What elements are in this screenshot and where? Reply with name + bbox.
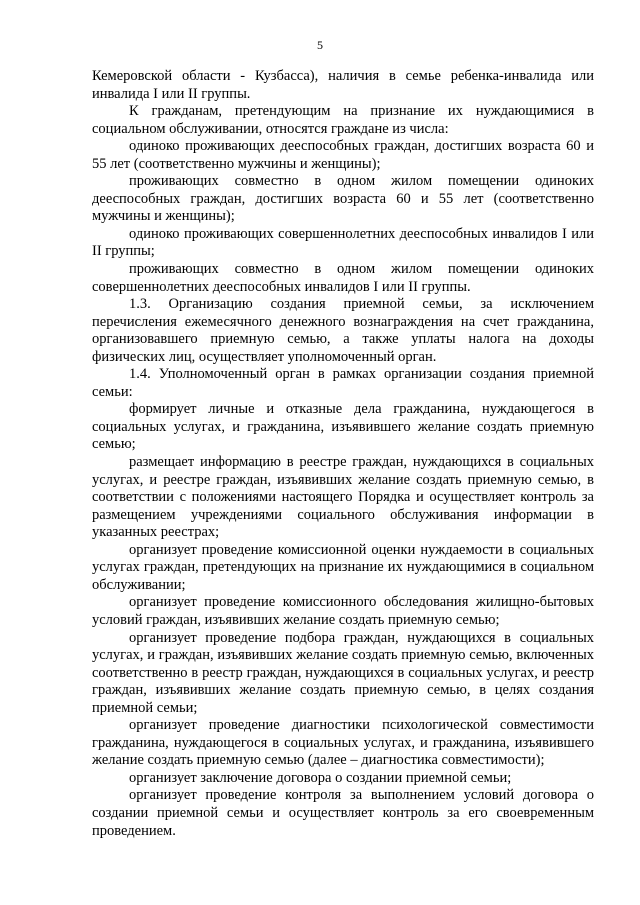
- list-item: проживающих совместно в одном жилом помещении одиноких дееспособных граждан, достигших возраста 60 и 55 лет (соответственно мужчины и женщины);: [92, 173, 594, 225]
- paragraph: Кемеровской области - Кузбасса), наличия в семье ребенка-инвалида или инвалида I или II группы.: [92, 68, 594, 102]
- list-item: организует заключение договора о создании приемной семьи;: [129, 769, 512, 786]
- list-item: организует проведение комиссионного обследования жилищно-бытовых условий граждан, изъявивших желание создать приемную семью;: [92, 594, 594, 628]
- list-item: организует проведение диагностики психологической совместимости гражданина, нуждающегося в социальных услугах, и гражданина, изъявившего желание создать приемную семью (далее – диагностика совместимости);: [92, 717, 594, 769]
- list-item: формирует личные и отказные дела гражданина, нуждающегося в социальных услугах, и гражданина, изъявившего желание создать приемную семью;: [92, 401, 594, 453]
- paragraph: К гражданам, претендующим на признание их нуждающимися в социальном обслуживании, относятся граждане из числа:: [92, 103, 594, 137]
- list-item: организует проведение контроля за выполнением условий договора о создании приемной семьи и осуществляет контроль за его своевременным проведением.: [92, 787, 594, 839]
- list-item: одиноко проживающих совершеннолетних дееспособных инвалидов I или II группы;: [92, 225, 594, 260]
- clause-1-4: 1.4. Уполномоченный орган в рамках организации создания приемной семьи:: [92, 366, 594, 400]
- document-body: [92, 68, 594, 840]
- clause-1-3: 1.3. Организацию создания приемной семьи, за исключением перечисления ежемесячного денежного вознаграждения на счет гражданина, организовавшего приемную семью, а также уплаты налога на доходы физических лиц, осуществляет уполномоченный орган.: [92, 296, 594, 365]
- page-number: 5: [317, 38, 323, 52]
- list-item: организует проведение комиссионной оценки нуждаемости в социальных услугах граждан, претендующих на признание их нуждающимися в социальном обслуживании;: [92, 541, 594, 593]
- list-item: организует проведение подбора граждан, нуждающихся в социальных услугах, и граждан, изъявивших желание создать приемную семью, включенных соответственно в реестр граждан, нуждающихся в социальных услугах, и реестр граждан, изъявивших желание создать приемную семью, в целях создания приемной семьи;: [92, 629, 594, 716]
- list-item: проживающих совместно в одном жилом помещении одиноких совершеннолетних дееспособных инвалидов I или II группы.: [92, 261, 594, 295]
- list-item: размещает информацию в реестре граждан, нуждающихся в социальных услугах, и реестре граждан, изъявивших желание создать приемную семью, в соответствии с положениями настоящего Порядка и осуществляет контроль за размещением учреждениями социального обслуживания информации в указанных реестрах;: [92, 454, 594, 541]
- list-item: одиноко проживающих дееспособных граждан, достигших возраста 60 и 55 лет (соответственно мужчины и женщины);: [92, 138, 594, 172]
